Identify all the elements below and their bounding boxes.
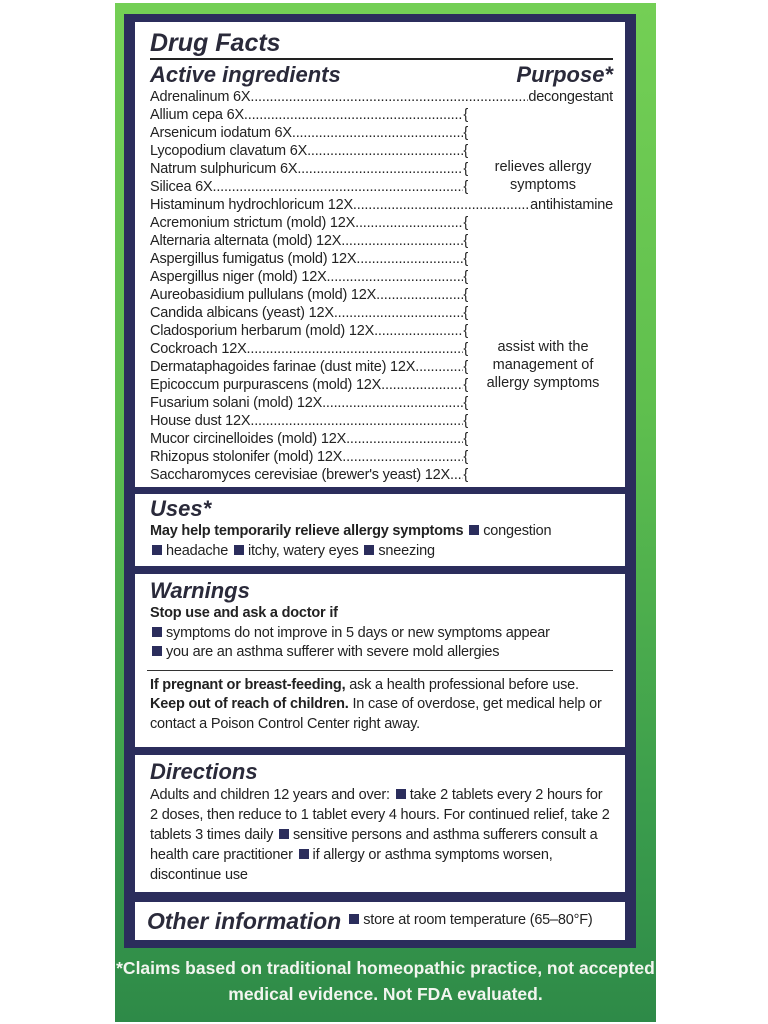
- leader-dots: [212, 178, 463, 196]
- children-warning: [150, 695, 613, 734]
- ingredients-header: [150, 60, 613, 88]
- active-ingredients-heading: Active ingredients: [150, 62, 341, 87]
- uses-text: [150, 522, 613, 561]
- ingredient-row: [150, 304, 468, 322]
- drug-facts-title: Drug Facts: [150, 22, 613, 60]
- ingredient-row: [150, 250, 468, 268]
- group-brace: {: [463, 449, 468, 465]
- leader-dots: [247, 340, 464, 358]
- purpose-group-1: relieves allergy symptoms: [494, 159, 592, 193]
- leader-dots: [415, 358, 463, 376]
- ingredient-list: [150, 88, 613, 484]
- ingredient-row: [150, 88, 613, 106]
- direction-item: take 2 tablets every 2 hours for 2 doses, then reduce to 1 tablet every 4 hours. For continued relief, take 2 tablets 3 times daily: [150, 787, 610, 843]
- ingredient-row: [150, 286, 468, 304]
- use-item: sneezing: [378, 542, 435, 559]
- directions-panel: [135, 755, 625, 892]
- leader-dots: [307, 142, 463, 160]
- leader-dots: [376, 286, 463, 304]
- leader-dots: [250, 88, 528, 106]
- ingredient-row: [150, 340, 468, 358]
- directions-lead: Adults and children 12 years and over:: [150, 787, 394, 803]
- ingredient-row: [150, 358, 468, 376]
- ingredient-name: Cladosporium herbarum (mold) 12X: [150, 323, 375, 339]
- ingredient-row: [150, 214, 468, 232]
- pregnancy-text: ask a health professional before use.: [345, 676, 579, 693]
- group-brace: {: [463, 431, 468, 447]
- leader-dots: [356, 250, 463, 268]
- leader-dots: [244, 106, 463, 124]
- ingredient-name: Allium cepa 6X: [150, 107, 244, 123]
- ingredient-row: [150, 322, 468, 340]
- ingredient-name: Aureobasidium pullulans (mold) 12X: [150, 287, 377, 303]
- other-information-title: Other information: [147, 907, 342, 934]
- ingredient-row: [150, 412, 468, 430]
- leader-dots: [341, 232, 463, 250]
- group-brace: {: [463, 251, 468, 267]
- ingredient-row: [150, 178, 468, 196]
- group-brace: {: [463, 215, 468, 231]
- group-brace: {: [463, 467, 468, 483]
- leader-dots: [327, 268, 464, 286]
- leader-dots: [292, 124, 463, 142]
- ingredient-name: Lycopodium clavatum 6X: [150, 143, 308, 159]
- group-brace: {: [463, 359, 468, 375]
- ingredient-name: Epicoccum purpurascens (mold) 12X: [150, 377, 382, 393]
- ingredient-name: Rhizopus stolonifer (mold) 12X: [150, 449, 343, 465]
- warnings-panel: [135, 574, 625, 747]
- ingredient-row: [150, 394, 468, 412]
- ingredient-row: [150, 466, 468, 484]
- warning-item: [150, 624, 613, 644]
- group-brace: {: [463, 377, 468, 393]
- ingredient-name: Adrenalinum 6X: [150, 89, 251, 105]
- leader-dots: [450, 466, 463, 484]
- ingredient-row: [150, 430, 468, 448]
- ingredient-name: Candida albicans (yeast) 12X: [150, 305, 334, 321]
- ingredient-name: Fusarium solani (mold) 12X: [150, 395, 323, 411]
- leader-dots: [322, 394, 463, 412]
- group-brace: {: [463, 413, 468, 429]
- ingredient-row: [150, 124, 468, 142]
- group-brace: {: [463, 161, 468, 177]
- purpose-group-2: assist with the management of allergy symptoms: [486, 339, 600, 391]
- ingredient-row: [150, 160, 468, 178]
- pregnancy-bold: If pregnant or breast-feeding,: [150, 676, 346, 693]
- ingredient-name: Histaminum hydrochloricum 12X: [150, 197, 353, 213]
- leader-dots: [374, 322, 463, 340]
- leader-dots: [355, 214, 463, 232]
- other-information-text: store at room temperature (65–80°F): [363, 912, 593, 929]
- leader-dots: [250, 412, 463, 430]
- ingredient-row: [150, 106, 468, 124]
- group-brace: {: [463, 287, 468, 303]
- pregnancy-warning: [150, 676, 613, 696]
- ingredient-purpose: decongestant: [528, 89, 613, 105]
- warning-item-text: you are an asthma sufferer with severe mold allergies: [166, 644, 500, 660]
- group-brace: {: [463, 395, 468, 411]
- group-brace: {: [463, 107, 468, 123]
- ingredient-name: Aspergillus niger (mold) 12X: [150, 269, 327, 285]
- active-ingredients-panel: [135, 22, 625, 487]
- stop-use-heading: Stop use and ask a doctor if: [150, 605, 338, 621]
- direction-item: if allergy or asthma symptoms worsen, discontinue use: [150, 847, 553, 883]
- children-bold: Keep out of reach of children.: [150, 696, 349, 712]
- ingredient-row: [150, 268, 468, 286]
- group-brace: {: [463, 269, 468, 285]
- directions-text: [150, 785, 613, 885]
- ingredient-name: Acremonium strictum (mold) 12X: [150, 215, 356, 231]
- ingredient-name: Cockroach 12X: [150, 341, 247, 357]
- warnings-title: Warnings: [150, 578, 250, 603]
- leader-dots: [297, 160, 463, 178]
- disclaimer-footer: *Claims based on traditional homeopathic practice, not accepted medical evidence. Not FDA evaluated.: [116, 958, 655, 1004]
- leader-dots: [381, 376, 463, 394]
- group-brace: {: [463, 233, 468, 249]
- directions-title: Directions: [150, 759, 258, 784]
- group-brace: {: [463, 143, 468, 159]
- leader-dots: [353, 196, 530, 214]
- uses-lead: May help temporarily relieve allergy symptoms: [150, 523, 464, 539]
- ingredient-name: Silicea 6X: [150, 179, 213, 195]
- ingredient-name: Natrum sulphuricum 6X: [150, 161, 298, 177]
- use-item: itchy, watery eyes: [247, 542, 359, 559]
- purpose-heading: Purpose*: [516, 62, 613, 87]
- ingredient-name: Alternaria alternata (mold) 12X: [150, 233, 342, 249]
- ingredient-row: [150, 232, 468, 250]
- ingredient-name: Saccharomyces cerevisiae (brewer's yeast) 12X: [150, 467, 450, 483]
- warning-item-text: symptoms do not improve in 5 days or new symptoms appear: [166, 624, 550, 641]
- group-brace: {: [463, 305, 468, 321]
- other-information-panel: [135, 902, 625, 940]
- ingredient-name: Aspergillus fumigatus (mold) 12X: [150, 251, 357, 267]
- group-brace: {: [463, 341, 468, 357]
- ingredient-row: [150, 376, 468, 394]
- uses-panel: [135, 494, 625, 566]
- warning-item: [150, 643, 613, 663]
- group-brace: {: [463, 323, 468, 339]
- leader-dots: [334, 304, 464, 322]
- ingredient-name: Dermataphagoides farinae (dust mite) 12X: [150, 359, 416, 375]
- group-brace: {: [463, 179, 468, 195]
- direction-item: sensitive persons and asthma sufferers consult a health care practitioner: [150, 827, 598, 863]
- leader-dots: [346, 430, 463, 448]
- ingredient-purpose: antihistamine: [530, 197, 613, 213]
- ingredient-name: Arsenicum iodatum 6X: [150, 125, 292, 141]
- use-item: headache: [166, 542, 229, 559]
- use-item: congestion: [483, 523, 552, 539]
- ingredient-row: [150, 142, 468, 160]
- group-brace: {: [463, 125, 468, 141]
- ingredient-row: [150, 196, 613, 214]
- children-text: In case of overdose, get medical help or contact a Poison Control Center right away.: [150, 696, 602, 732]
- ingredient-name: House dust 12X: [150, 413, 251, 429]
- ingredient-row: [150, 448, 468, 466]
- uses-title: Uses*: [150, 496, 212, 521]
- ingredient-name: Mucor circinelloides (mold) 12X: [150, 431, 347, 447]
- leader-dots: [342, 448, 463, 466]
